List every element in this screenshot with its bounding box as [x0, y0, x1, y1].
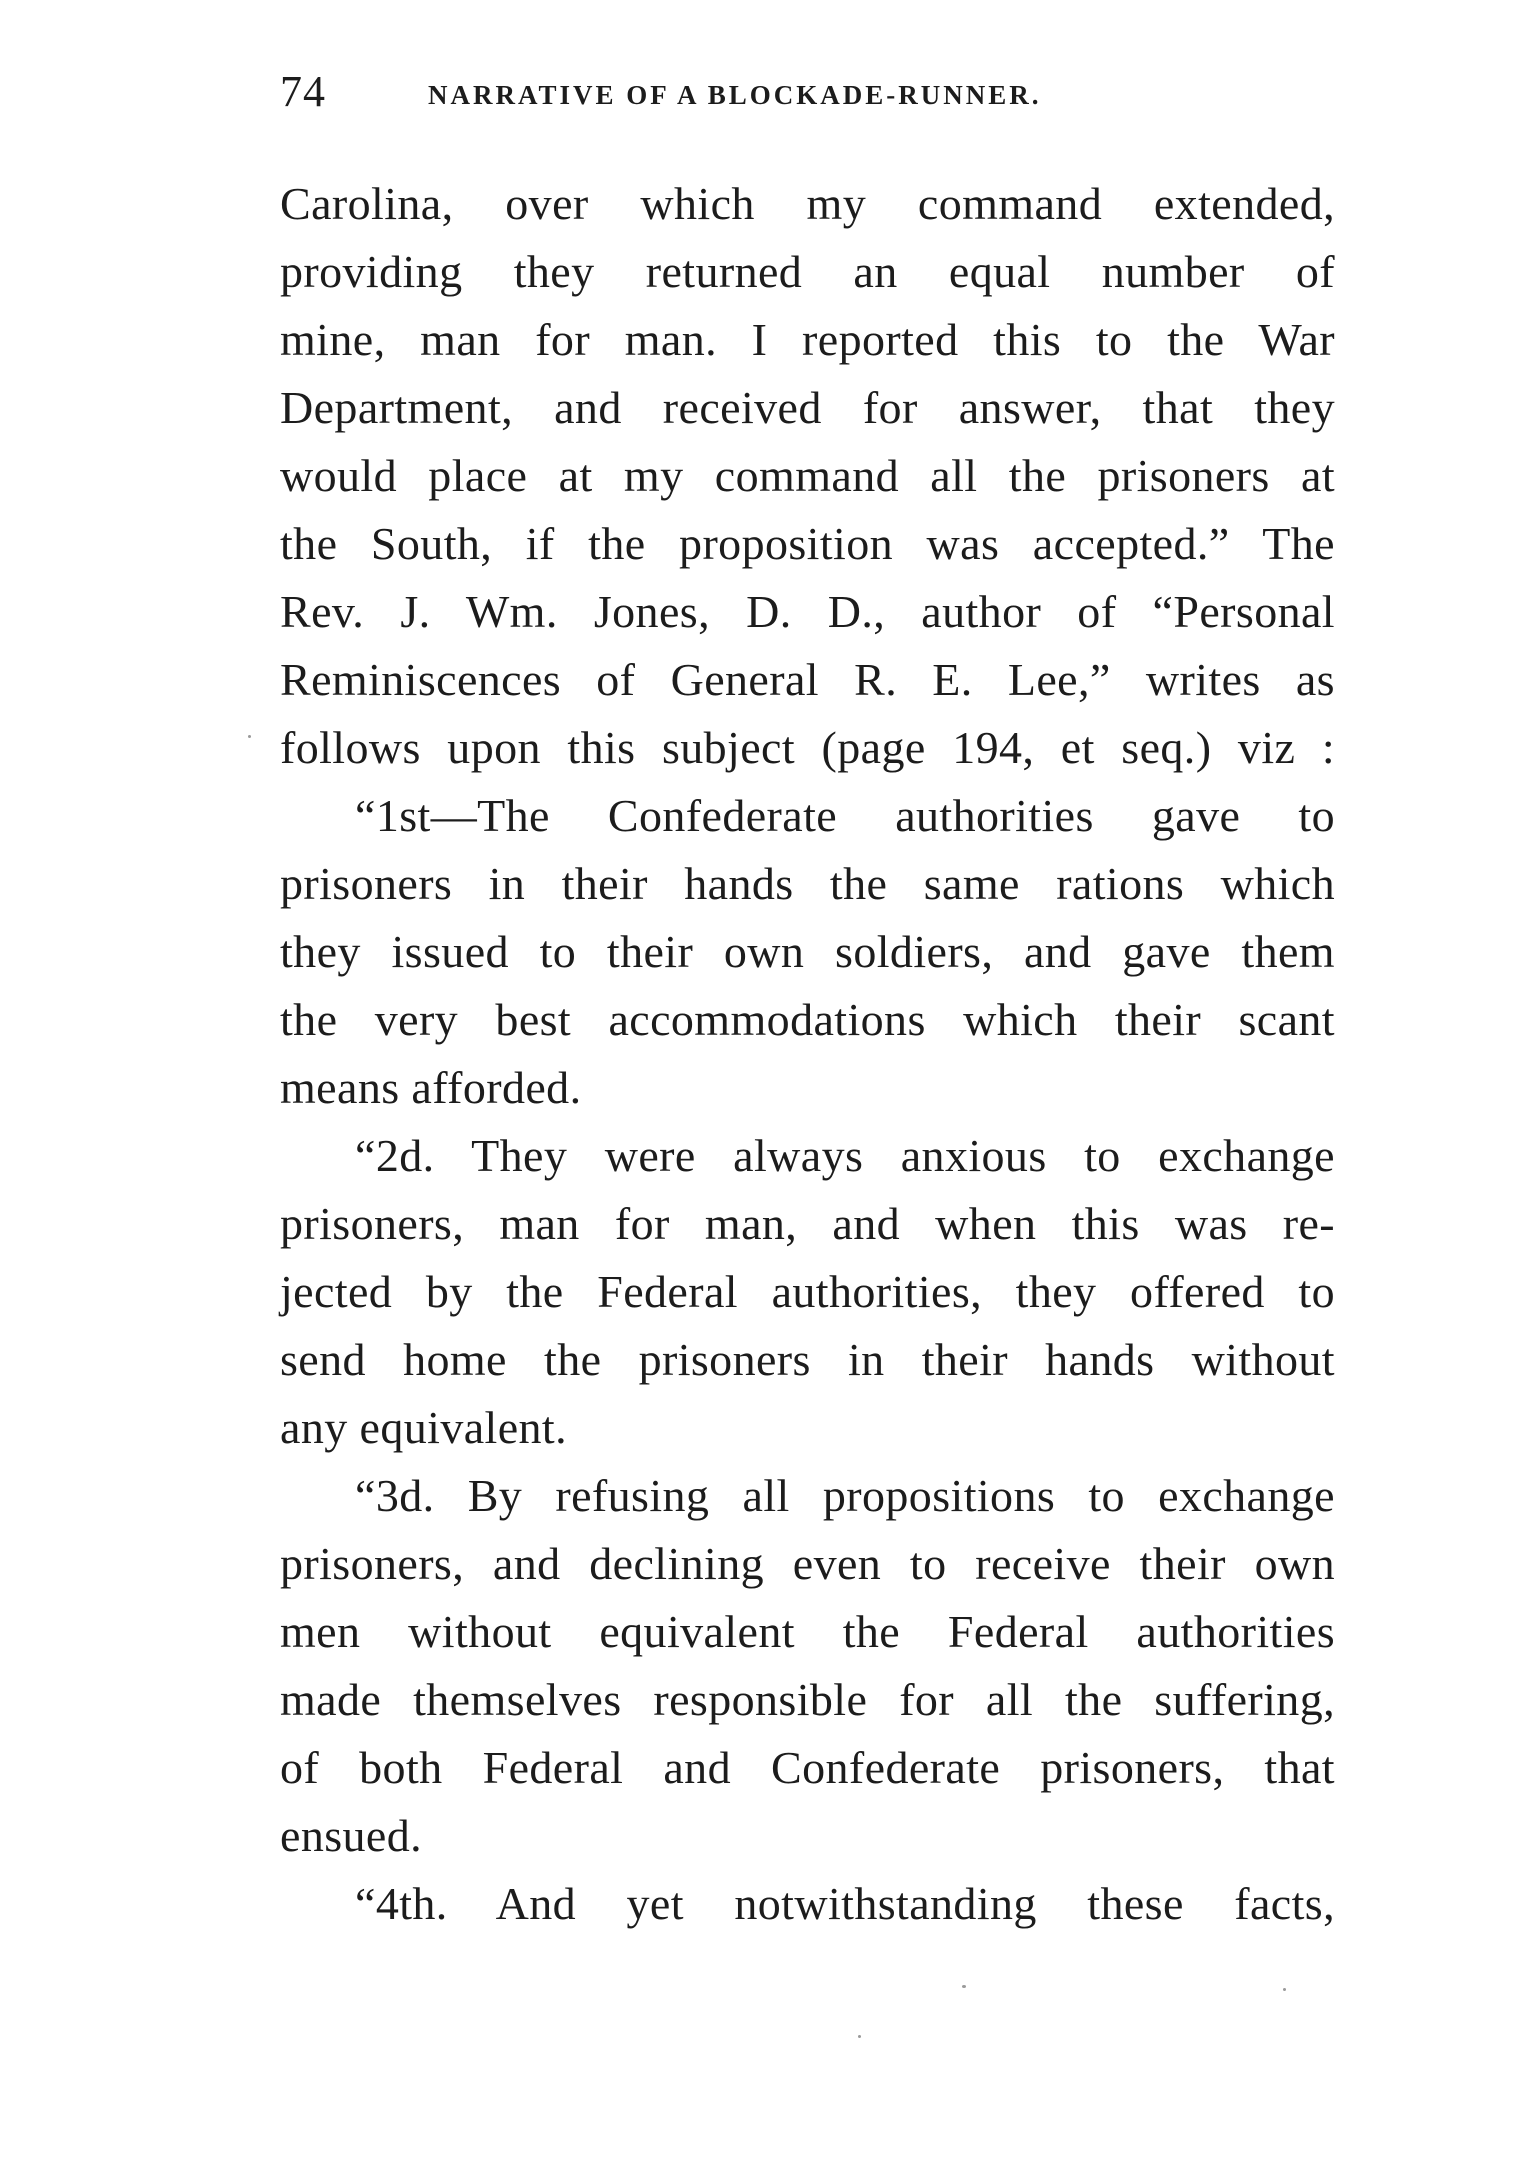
paper-speck: [1283, 1988, 1286, 1991]
text-line: they issued to their own soldiers, and gave them: [280, 926, 1335, 977]
text-line: providing they returned an equal number of: [280, 246, 1335, 297]
text-line: jected by the Federal authorities, they offered to: [280, 1266, 1335, 1317]
text-line: made themselves responsible for all the suffering,: [280, 1674, 1335, 1725]
text-line: Department, and received for answer, that they: [280, 382, 1335, 433]
text-line: men without equivalent the Federal authorities: [280, 1606, 1335, 1657]
running-title: NARRATIVE OF A BLOCKADE-RUNNER.: [428, 80, 1042, 110]
page-number: 74: [280, 67, 326, 116]
text-line: of both Federal and Confederate prisoners, that: [280, 1742, 1335, 1793]
text-line: prisoners, and declining even to receive their own: [280, 1538, 1335, 1589]
text-line: Carolina, over which my command extended,: [280, 178, 1335, 229]
paper-speck: [962, 1985, 966, 1988]
text-line: Reminiscences of General R. E. Lee,” writes as: [280, 654, 1335, 705]
paragraph-last-line: ensued.: [280, 1810, 423, 1861]
text-line: follows upon this subject (page 194, et seq.) viz :: [280, 722, 1335, 773]
body-text: [280, 170, 1335, 1938]
paragraph-last-line: any equivalent.: [280, 1402, 568, 1453]
paper-speck: [248, 735, 251, 738]
paper-speck: [858, 2035, 861, 2038]
text-line: prisoners in their hands the same rations which: [280, 858, 1335, 909]
paragraph-first-line: “2d. They were always anxious to exchange: [355, 1130, 1335, 1181]
text-line: the South, if the proposition was accepted.” The: [280, 518, 1335, 569]
page-header: [280, 62, 1330, 122]
paragraph-last-line: means afforded.: [280, 1062, 582, 1113]
paragraph-first-line: “1st—The Confederate authorities gave to: [355, 790, 1335, 841]
paragraph-first-line: “3d. By refusing all propositions to exchange: [355, 1470, 1335, 1521]
text-line: the very best accommodations which their scant: [280, 994, 1335, 1045]
text-line: would place at my command all the prisoners at: [280, 450, 1335, 501]
text-line: send home the prisoners in their hands without: [280, 1334, 1335, 1385]
text-line: mine, man for man. I reported this to the War: [280, 314, 1335, 365]
paragraph-first-line: “4th. And yet notwithstanding these facts,: [355, 1878, 1335, 1929]
text-line: prisoners, man for man, and when this was re-: [280, 1198, 1335, 1249]
text-line: Rev. J. Wm. Jones, D. D., author of “Personal: [280, 586, 1335, 637]
